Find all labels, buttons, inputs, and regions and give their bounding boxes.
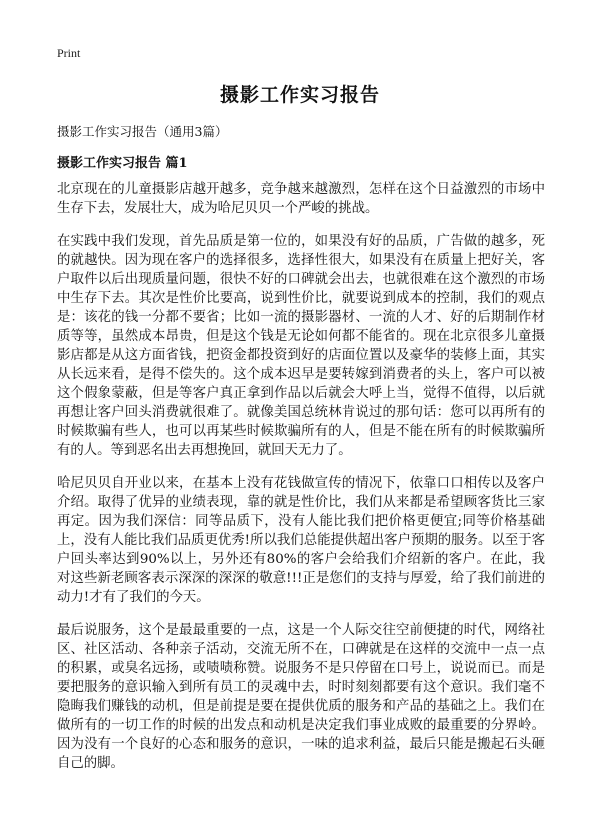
paragraph-3: 哈尼贝贝自开业以来，在基本上没有花钱做宣传的情况下，依靠口口相传以及客户介绍。取得了优异的业绩表现，靠的就是性价比，我们从来都是希望顾客货比三家再定。因为我们深信：同等品质下，没有人能比我们把价格更便宜;同等价格基础上，没有人能比我们品质更优秀!所以我们总能提供超出客户预期的服务。以至于客户回头率达到90%以上，另外还有80%的客户会给我们介绍新的客户。在此，我对这些新老顾客表示深深的深深的敬意!!!正是您们的支持与厚爱，给了我们前进的动力!才有了我们的今天。 xyxy=(57,476,545,605)
print-link[interactable]: Print xyxy=(57,46,81,60)
paragraph-4: 最后说服务，这个是最最重要的一点，这是一个人际交往空前便捷的时代，网络社区、社区活动、各种亲子活动，交流无所不在，口碑就是在这样的交流中一点一点的积累，或臭名远扬，或啧啧称赞。说服务不是只停留在口号上，说说而已。而是要把服务的意识输入到所有员工的灵魂中去，时时刻刻都要有这个意识。我们毫不隐晦我们赚钱的动机，但是前提是要在提供优质的服务和产品的基础之上。我们在做所有的一切工作的时候的出发点和动机是决定我们事业成败的最重要的分界岭。因为没有一个良好的心态和服务的意识，一味的追求利益，最后只能是搬起石头砸自己的脚。 xyxy=(57,623,545,771)
article-body xyxy=(57,180,545,787)
section-heading: 摄影工作实习报告 篇1 xyxy=(57,156,188,171)
document-subtitle: 摄影工作实习报告（通用3篇） xyxy=(57,124,228,139)
page-title: 摄影工作实习报告 xyxy=(219,84,380,106)
paragraph-2: 在实践中我们发现，首先品质是第一位的，如果没有好的品质，广告做的越多，死的就越快。因为现在客户的选择很多，选择性很大，如果没有在质量上把好关，客户取件以后出现质量问题，很快不好的口碑就会出去，也就很难在这个激烈的市场中生存下去。其次是性价比要高，说到性价比，就要说到成本的控制，我们的观点是：该花的钱一分都不要省；比如一流的摄影器材、一流的人才、好的后期制作材质等等，虽然成本昂贵，但是这个钱是无论如何都不能省的。现在北京很多儿童摄影店都是从这方面省钱，把资金都投资到好的店面位置以及豪华的装修上面，其实从长远来看，是得不偿失的。这个成本迟早是要转嫁到消费者的头上，客户可以被这个假象蒙蔽，但是等客户真正拿到作品以后就会大呼上当，觉得不值得，以后就再想让客户回头消费就很难了。就像美国总统林肯说过的那句话：您可以再所有的时候欺骗有些人，也可以再某些时候欺骗所有的人，但是不能在所有的时候欺骗所有的人。等到恶名出去再想挽回，就回天无力了。 xyxy=(57,234,545,458)
paragraph-1: 北京现在的儿童摄影店越开越多，竞争越来越激烈，怎样在这个日益激烈的市场中生存下去，发展壮大，成为哈尼贝贝一个严峻的挑战。 xyxy=(57,182,545,216)
